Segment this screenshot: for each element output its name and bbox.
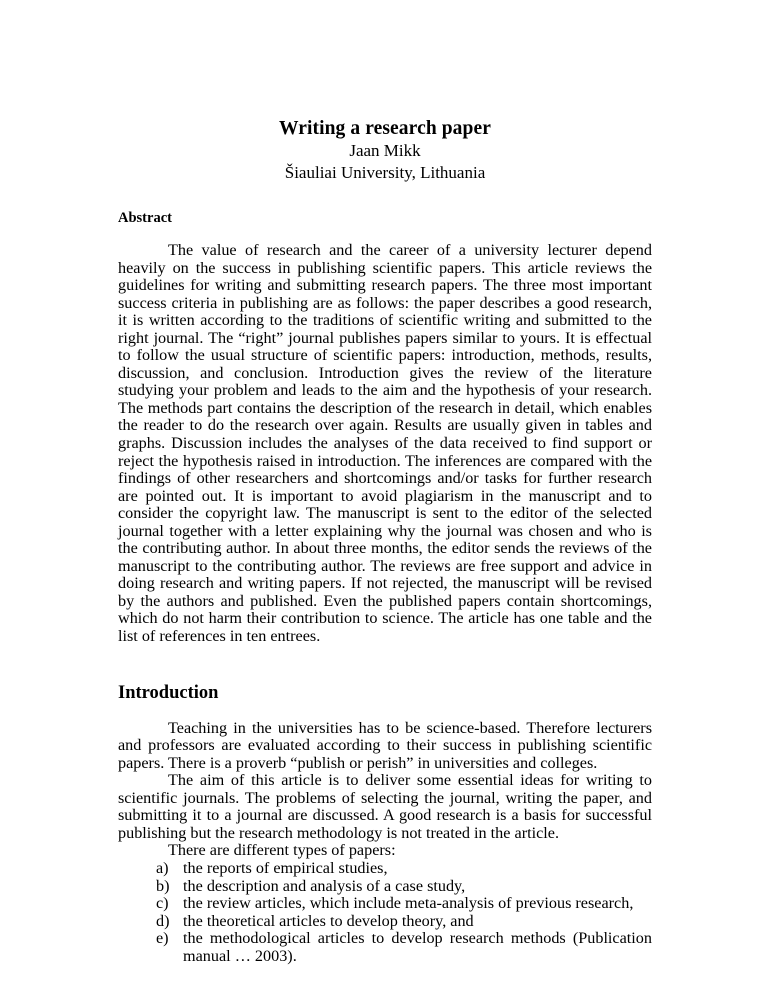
list-marker: b) [156,876,170,895]
author-name: Jaan Mikk [349,141,421,160]
list-item [156,895,652,913]
list-marker: a) [156,858,169,877]
abstract-text: The value of research and the career of a university lecturer depend heavily on the success in publishing scientific papers. This article reviews the guidelines for writing and submitting research papers. The three most important success criteria in publishing are as follows: the paper describes a good research, it is written according to the traditions of scientific writing and submitted to the right journal. The “right” journal publishes papers similar to yours. It is effectual to follow the usual structure of scientific papers: introduction, methods, results, discussion, and conclusion. Introduction gives the review of the literature studying your problem and leads to the aim and the hypothesis of your research. The methods part contains the description of the research in detail, which enables the reader to do the research over again. Results are usually given in tables and graphs. Discussion includes the analyses of the data received to find support or reject the hypothesis raised in introduction. The inferences are compared with the findings of other researchers and shortcomings and/or tasks for further research are pointed out. It is important to avoid plagiarism in the manuscript and to consider the copyright law. The manuscript is sent to the editor of the selected journal together with a letter explaining why the journal was chosen and who is the contributing author. In about three months, the editor sends the reviews of the manuscript to the contributing author. The reviews are free support and advice in doing research and writing papers. If not rejected, the manuscript will be revised by the authors and published. Even the published papers contain shortcomings, which do not harm their contribution to science. The article has one table and the list of references in ten entrees. [118,241,652,646]
list-item-text: the review articles, which include meta-analysis of previous research, [183,894,634,913]
author-affiliation: Šiauliai University, Lithuania [284,163,486,182]
list-item [156,930,652,965]
list-marker: c) [156,894,169,913]
list-item [156,913,652,931]
list-item [156,860,652,878]
list-item-text: the description and analysis of a case study, [183,876,466,895]
page-title: Writing a research paper [278,118,491,139]
list-marker: d) [156,911,170,930]
paper-types-list [118,860,652,965]
introduction-paragraph-2: The aim of this article is to deliver some essential ideas for writing to scientific journals. The problems of selecting the journal, writing the paper, and submitting it to a journal are discussed. A good research is a basis for successful publishing but the research methodology is not treated in the article. [118,771,652,842]
introduction-heading: Introduction [118,682,219,703]
list-item [156,878,652,896]
abstract-heading: Abstract [118,210,172,226]
introduction-paragraph-1: Teaching in the universities has to be science-based. Therefore lecturers and professors are evaluated according to their success in publishing scientific papers. There is a proverb “publish or perish” in universities and colleges. [118,718,652,772]
list-marker: e) [156,929,169,948]
document-content [118,0,652,965]
paper-types-lead-in: There are different types of papers: [168,841,396,860]
list-item-text: the theoretical articles to develop theory, and [183,911,474,930]
list-item-text: the reports of empirical studies, [183,858,388,877]
list-item-text: the methodological articles to develop research methods (Publication manual … 2003). [183,929,652,965]
